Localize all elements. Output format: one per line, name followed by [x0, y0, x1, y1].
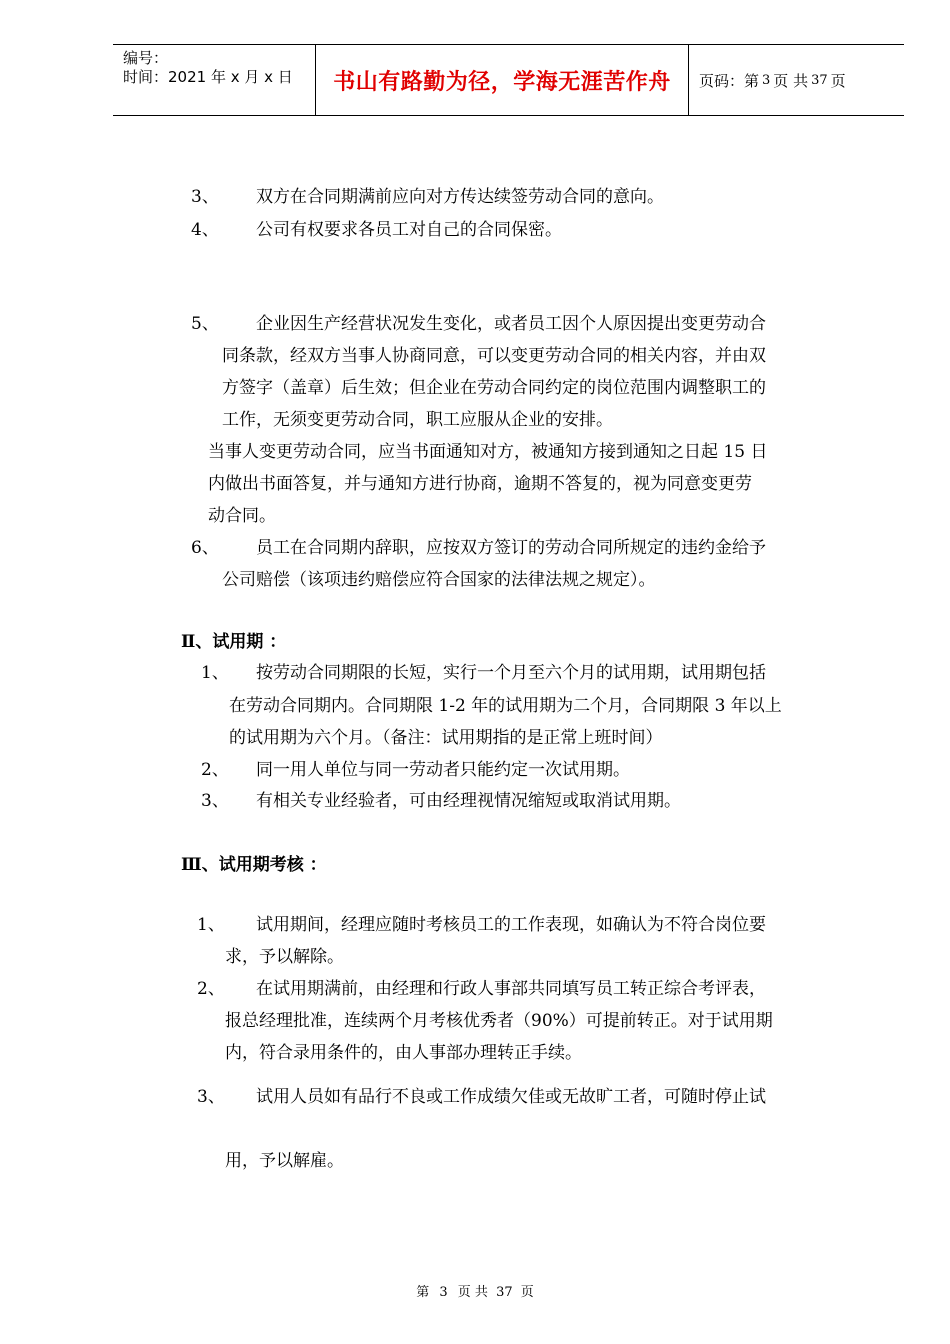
contract-para-line-1: 当事人变更劳动合同，应当书面通知对方，被通知方接到通知之日起 15 日: [208, 442, 768, 462]
probation-item-3-line-1: 有相关专业经验者，可由经理视情况缩短或取消试用期。: [256, 791, 681, 811]
page-info-prefix: 页码：第: [699, 71, 760, 90]
contract-item-5-line-1: 企业因生产经营状况发生变化，或者员工因个人原因提出变更劳动合: [256, 314, 766, 334]
contract-para-line-3: 动合同。: [208, 506, 276, 526]
header-page-info: [689, 45, 904, 115]
contract-item-5-num: 5、: [191, 314, 219, 334]
footer-suffix: 页: [520, 1285, 534, 1300]
footer-total: 37: [496, 1285, 513, 1300]
footer-mid: 页 共: [457, 1285, 488, 1300]
assessment-title: Ⅲ、试用期考核 ：: [181, 855, 327, 875]
contract-item-3-num: 3、: [191, 187, 219, 207]
assessment-item-3-line-2: 用，予以解雇。: [225, 1151, 344, 1171]
page-info-suffix: 页: [830, 71, 846, 90]
contract-item-5-line-4: 工作，无须变更劳动合同，职工应服从企业的安排。: [222, 410, 613, 430]
contract-item-5-line-2: 同条款，经双方当事人协商同意，可以变更劳动合同的相关内容，并由双: [222, 346, 766, 366]
assessment-item-2-line-2: 报总经理批准，连续两个月考核优秀者（90%）可提前转正。对于试用期: [225, 1011, 773, 1031]
probation-item-1-line-1: 按劳动合同期限的长短，实行一个月至六个月的试用期，试用期包括: [256, 663, 766, 683]
assessment-item-2-line-3: 内，符合录用条件的，由人事部办理转正手续。: [225, 1043, 582, 1063]
header-meta: [113, 45, 315, 115]
probation-item-2-num: 2、: [201, 760, 229, 780]
page-header: [113, 44, 904, 116]
contract-item-4-num: 4、: [191, 220, 219, 240]
code-label: 编号：: [123, 49, 169, 67]
probation-item-2-line-1: 同一用人单位与同一劳动者只能约定一次试用期。: [256, 760, 630, 780]
assessment-item-1-line-1: 试用期间，经理应随时考核员工的工作表现，如确认为不符合岗位要: [256, 915, 766, 935]
assessment-item-3-num: 3、: [197, 1087, 225, 1107]
footer-prefix: 第: [416, 1285, 430, 1300]
contract-item-6-line-1: 员工在合同期内辞职，应按双方签订的劳动合同所规定的违约金给予: [256, 538, 766, 558]
page-info-mid: 页 共: [773, 71, 809, 90]
contract-para-line-2: 内做出书面答复，并与通知方进行协商，逾期不答复的，视为同意变更劳: [208, 474, 752, 494]
assessment-item-2-line-1: 在试用期满前，由经理和行政人事部共同填写员工转正综合考评表，: [256, 979, 766, 999]
contract-item-3-line-1: 双方在合同期满前应向对方传达续签劳动合同的意向。: [256, 187, 664, 207]
probation-item-1-num: 1、: [201, 663, 229, 683]
contract-item-6-line-2: 公司赔偿（该项违约赔偿应符合国家的法律法规之规定）。: [222, 570, 656, 590]
assessment-item-1-line-2: 求，予以解除。: [225, 947, 344, 967]
assessment-item-1-num: 1、: [197, 915, 225, 935]
page-footer: [0, 1281, 950, 1300]
contract-item-5-line-3: 方签字（盖章）后生效；但企业在劳动合同约定的岗位范围内调整职工的: [222, 378, 766, 398]
header-motto: 书山有路勤为径，学海无涯苦作舟: [315, 45, 689, 115]
time-label: 时间：2021 年 x 月 x 日: [123, 68, 293, 86]
page-total: 37: [811, 72, 828, 88]
probation-item-1-line-2: 在劳动合同期内。合同期限 1-2 年的试用期为二个月，合同期限 3 年以上: [229, 696, 782, 716]
page-current: 3: [762, 72, 771, 88]
assessment-item-2-num: 2、: [197, 979, 225, 999]
probation-item-3-num: 3、: [201, 791, 229, 811]
probation-item-1-line-3: 的试用期为六个月。（备注：试用期指的是正常上班时间）: [229, 728, 663, 748]
contract-item-4-line-1: 公司有权要求各员工对自己的合同保密。: [256, 220, 562, 240]
probation-title: Ⅱ、试用期 ：: [181, 632, 287, 652]
contract-item-6-num: 6、: [191, 538, 219, 558]
assessment-item-3-line-1: 试用人员如有品行不良或工作成绩欠佳或无故旷工者，可随时停止试: [256, 1087, 766, 1107]
footer-current: 3: [439, 1285, 448, 1300]
